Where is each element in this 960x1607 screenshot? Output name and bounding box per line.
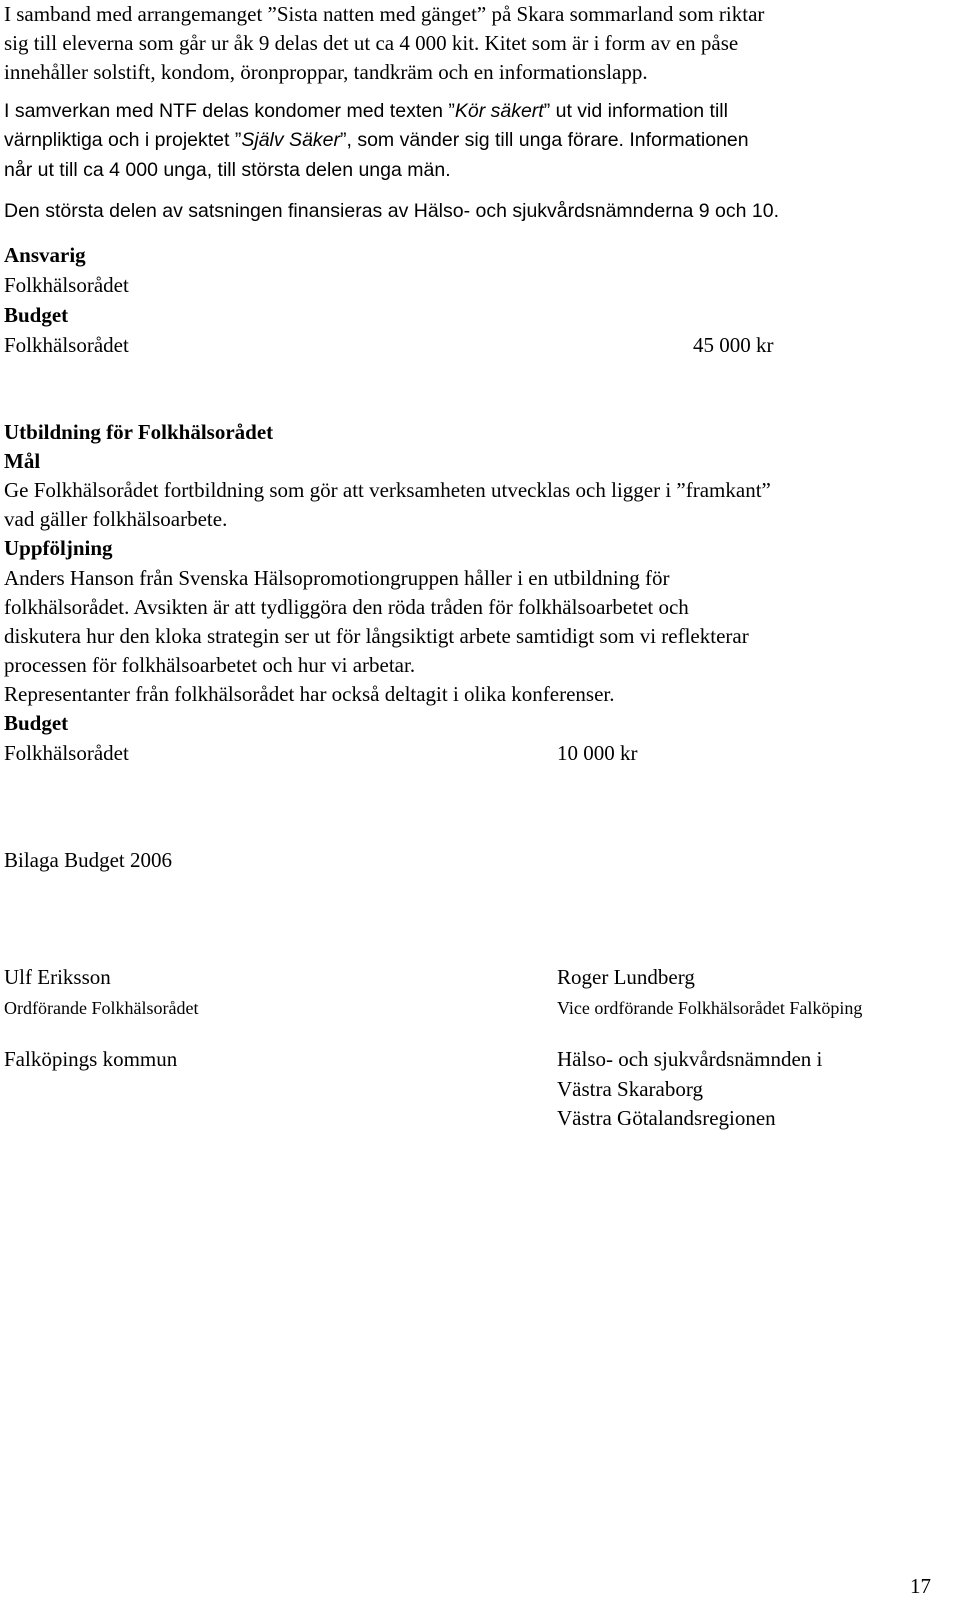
- signature-right-name: Roger Lundberg: [557, 965, 695, 989]
- heading-uppfoljning: Uppföljning: [4, 536, 113, 560]
- heading-budget: Budget: [4, 303, 69, 327]
- signature-right-title: Vice ordförande Folkhälsorådet Falköping: [557, 998, 863, 1018]
- body-text-line: Ge Folkhälsorådet fortbildning som gör att verksamheten utvecklas och ligger i ”framkant”: [4, 478, 771, 502]
- budget-label: Folkhälsorådet: [4, 333, 129, 357]
- section-title: Utbildning för Folkhälsorådet: [4, 420, 274, 444]
- page-number: 17: [910, 1574, 931, 1598]
- ansvarig-value: Folkhälsorådet: [4, 273, 129, 297]
- body-text-line: når ut till ca 4 000 unga, till största delen unga män.: [4, 159, 451, 181]
- budget-amount: 10 000 kr: [557, 741, 638, 765]
- body-text-line: Den största delen av satsningen finansieras av Hälso- och sjukvårdsnämnderna 9 och 10.: [4, 200, 780, 222]
- heading-ansvarig: Ansvarig: [4, 243, 86, 267]
- body-text-line: I samband med arrangemanget ”Sista natten med gänget” på Skara sommarland som riktar: [4, 2, 765, 26]
- body-text-line: sig till eleverna som går ur åk 9 delas det ut ca 4 000 kit. Kitet som är i form av en påse: [4, 31, 739, 55]
- body-text-line: processen för folkhälsoarbetet och hur vi arbetar.: [4, 653, 416, 677]
- body-text-line: Anders Hanson från Svenska Hälsopromotiongruppen håller i en utbildning för: [4, 566, 670, 590]
- body-text-line: folkhälsorådet. Avsikten är att tydliggöra den röda tråden för folkhälsoarbetet och: [4, 595, 689, 619]
- signature-right-org: Hälso- och sjukvårdsnämnden i: [557, 1047, 823, 1071]
- body-text-line: vad gäller folkhälsoarbete.: [4, 507, 228, 531]
- budget-amount: 45 000 kr: [693, 333, 774, 357]
- body-text-line: värnpliktiga och i projektet ”Själv Säker”, som vänder sig till unga förare. Informationen: [4, 129, 749, 151]
- body-text-line: I samverkan med NTF delas kondomer med texten ”Kör säkert” ut vid information till: [4, 100, 728, 122]
- body-text-line: innehåller solstift, kondom, öronproppar, tandkräm och en informationslapp.: [4, 60, 648, 84]
- attachment-note: Bilaga Budget 2006: [4, 848, 172, 872]
- heading-mal: Mål: [4, 449, 41, 473]
- signature-left-name: Ulf Eriksson: [4, 965, 111, 989]
- body-text-line: Representanter från folkhälsorådet har också deltagit i olika konferenser.: [4, 682, 615, 706]
- signature-right-org: Västra Skaraborg: [557, 1077, 703, 1101]
- signature-left-org: Falköpings kommun: [4, 1047, 178, 1071]
- body-text-line: diskutera hur den kloka strategin ser ut för långsiktigt arbete samtidigt som vi reflekterar: [4, 624, 749, 648]
- signature-left-title: Ordförande Folkhälsorådet: [4, 998, 199, 1018]
- budget-label: Folkhälsorådet: [4, 741, 129, 765]
- signature-right-org: Västra Götalandsregionen: [557, 1106, 776, 1130]
- heading-budget: Budget: [4, 711, 69, 735]
